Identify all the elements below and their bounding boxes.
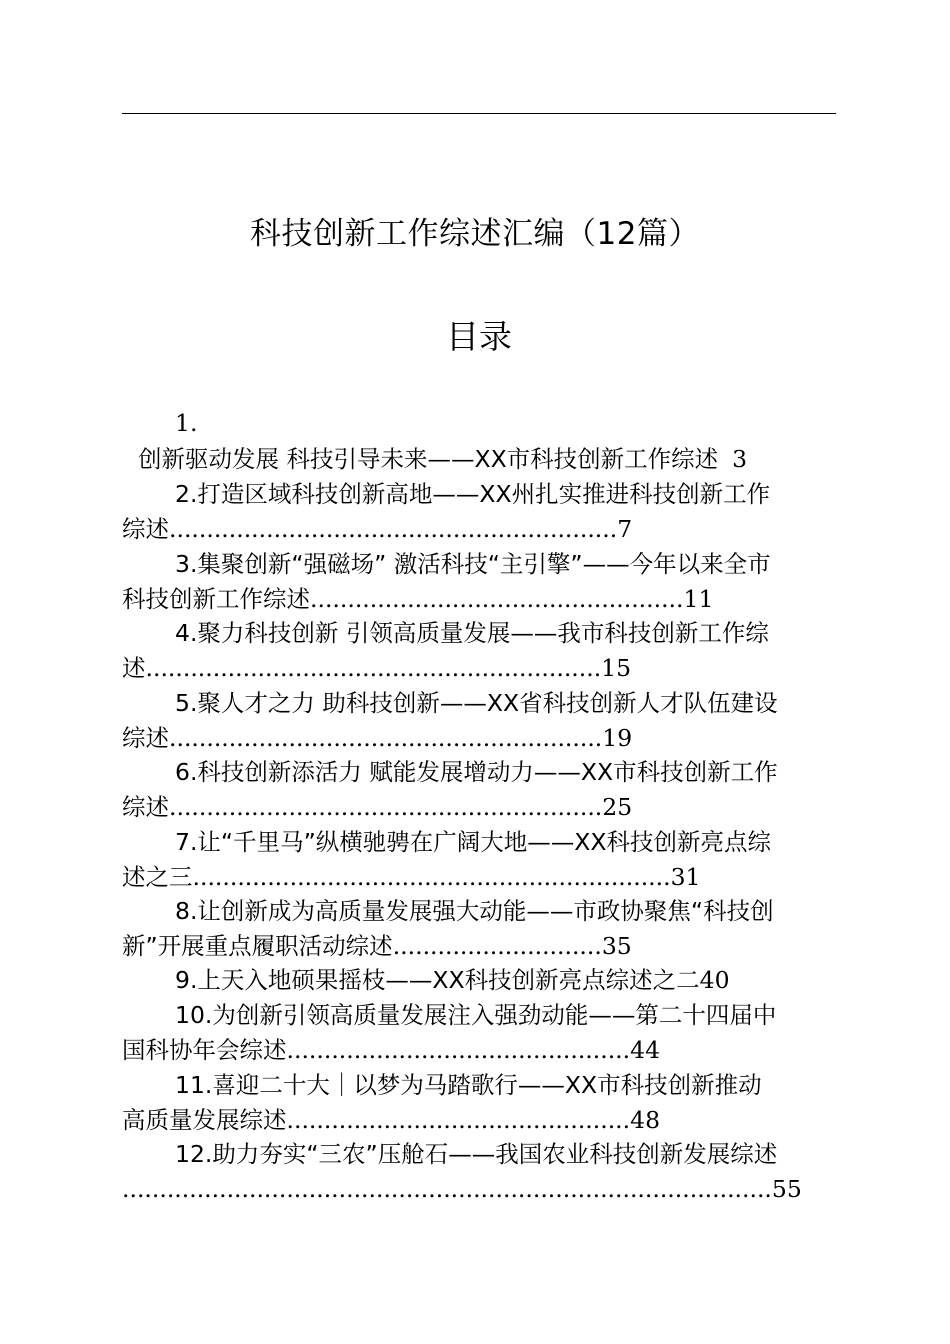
toc-page-number: 44 [630, 1036, 661, 1064]
toc-entry-5[interactable]: 5.聚人才之力 助科技创新——XX省科技创新人才队伍建设 [175, 689, 778, 717]
toc-page-number: 48 [630, 1106, 661, 1134]
toc-page-number: 11 [683, 585, 714, 613]
dot-leader: .................................................. [310, 585, 684, 613]
toc-page-number: 25 [602, 793, 633, 821]
toc-entry-title: 创新驱动发展 科技引导未来——XX市科技创新工作综述 [138, 445, 719, 473]
dot-leader: ............................................................. [145, 654, 602, 682]
toc-entry-title: 科技创新工作综述 [122, 585, 310, 613]
toc-entry-10-continuation[interactable] [122, 1033, 660, 1067]
document-title: 科技创新工作综述汇编（12篇） [250, 216, 700, 252]
toc-entry-6-continuation[interactable] [122, 790, 632, 824]
toc-page-number: 55 [771, 1175, 802, 1203]
toc-entry-11[interactable]: 11.喜迎二十大｜以梦为马踏歌行——XX市科技创新推动 [175, 1071, 762, 1099]
toc-page-number: 40 [699, 966, 730, 994]
toc-entry-2[interactable]: 2.打造区域科技创新高地——XX州扎实推进科技创新工作 [175, 480, 771, 508]
toc-entry-4[interactable]: 4.聚力科技创新 引领高质量发展——我市科技创新工作综 [175, 619, 769, 647]
toc-heading: 目录 [446, 317, 512, 356]
toc-entry-title: 综述 [122, 515, 169, 543]
toc-entry-6[interactable]: 6.科技创新添活力 赋能发展增动力——XX市科技创新工作 [175, 758, 778, 786]
toc-page-number: 31 [670, 863, 701, 891]
toc-entry-1-number[interactable]: 1. [175, 409, 198, 437]
toc-entry-title: 高质量发展综述 [122, 1106, 287, 1134]
dot-leader: ............................................................ [169, 515, 618, 543]
toc-entry-3-continuation[interactable] [122, 582, 713, 616]
toc-entry-7[interactable]: 7.让“千里马”纵横驰骋在广阔大地——XX科技创新亮点综 [175, 828, 771, 856]
toc-entry-title: 述 [122, 654, 146, 682]
toc-entry-title: 述之三 [122, 863, 193, 891]
toc-entry-1[interactable] [138, 442, 747, 476]
toc-entry-title: 新”开展重点履职活动综述 [122, 932, 393, 960]
dot-leader: .............................................. [286, 1106, 631, 1134]
toc-entry-12[interactable]: 12.助力夯实“三农”压舱石——我国农业科技创新发展综述 [175, 1140, 778, 1168]
toc-page-number: 7 [617, 515, 633, 543]
dot-leader: .......................................................... [169, 724, 603, 752]
dot-leader: .............................................. [286, 1036, 631, 1064]
toc-entry-11-continuation[interactable] [122, 1103, 660, 1137]
toc-entry-5-continuation[interactable] [122, 721, 632, 755]
toc-entry-3[interactable]: 3.集聚创新“强磁场” 激活科技“主引擎”——今年以来全市 [175, 550, 771, 578]
toc-entry-title: 综述 [122, 793, 169, 821]
toc-entry-4-continuation[interactable] [122, 651, 631, 685]
toc-entry-8[interactable]: 8.让创新成为高质量发展强大动能——市政协聚焦“科技创 [175, 897, 774, 925]
toc-entry-10[interactable]: 10.为创新引领高质量发展注入强劲动能——第二十四届中 [175, 1001, 777, 1029]
toc-entry-12-continuation[interactable] [122, 1172, 802, 1206]
toc-page-number: 3 [732, 445, 748, 473]
toc-entry-9[interactable] [175, 963, 730, 997]
dot-leader: ....................................................................................... [122, 1175, 772, 1203]
toc-page-number: 35 [601, 932, 632, 960]
dot-leader: ................................................................ [192, 863, 671, 891]
dot-leader: .......................................................... [169, 793, 603, 821]
toc-page-number: 15 [601, 654, 632, 682]
toc-entry-7-continuation[interactable] [122, 860, 700, 894]
toc-entry-title: 9.上天入地硕果摇枝——XX科技创新亮点综述之二 [175, 966, 700, 994]
dot-leader: ............................ [392, 932, 602, 960]
toc-page-number: 19 [602, 724, 633, 752]
toc-entry-title: 综述 [122, 724, 169, 752]
toc-entry-title: 国科协年会综述 [122, 1036, 287, 1064]
toc-entry-2-continuation[interactable] [122, 512, 632, 546]
toc-entry-8-continuation[interactable] [122, 929, 632, 963]
